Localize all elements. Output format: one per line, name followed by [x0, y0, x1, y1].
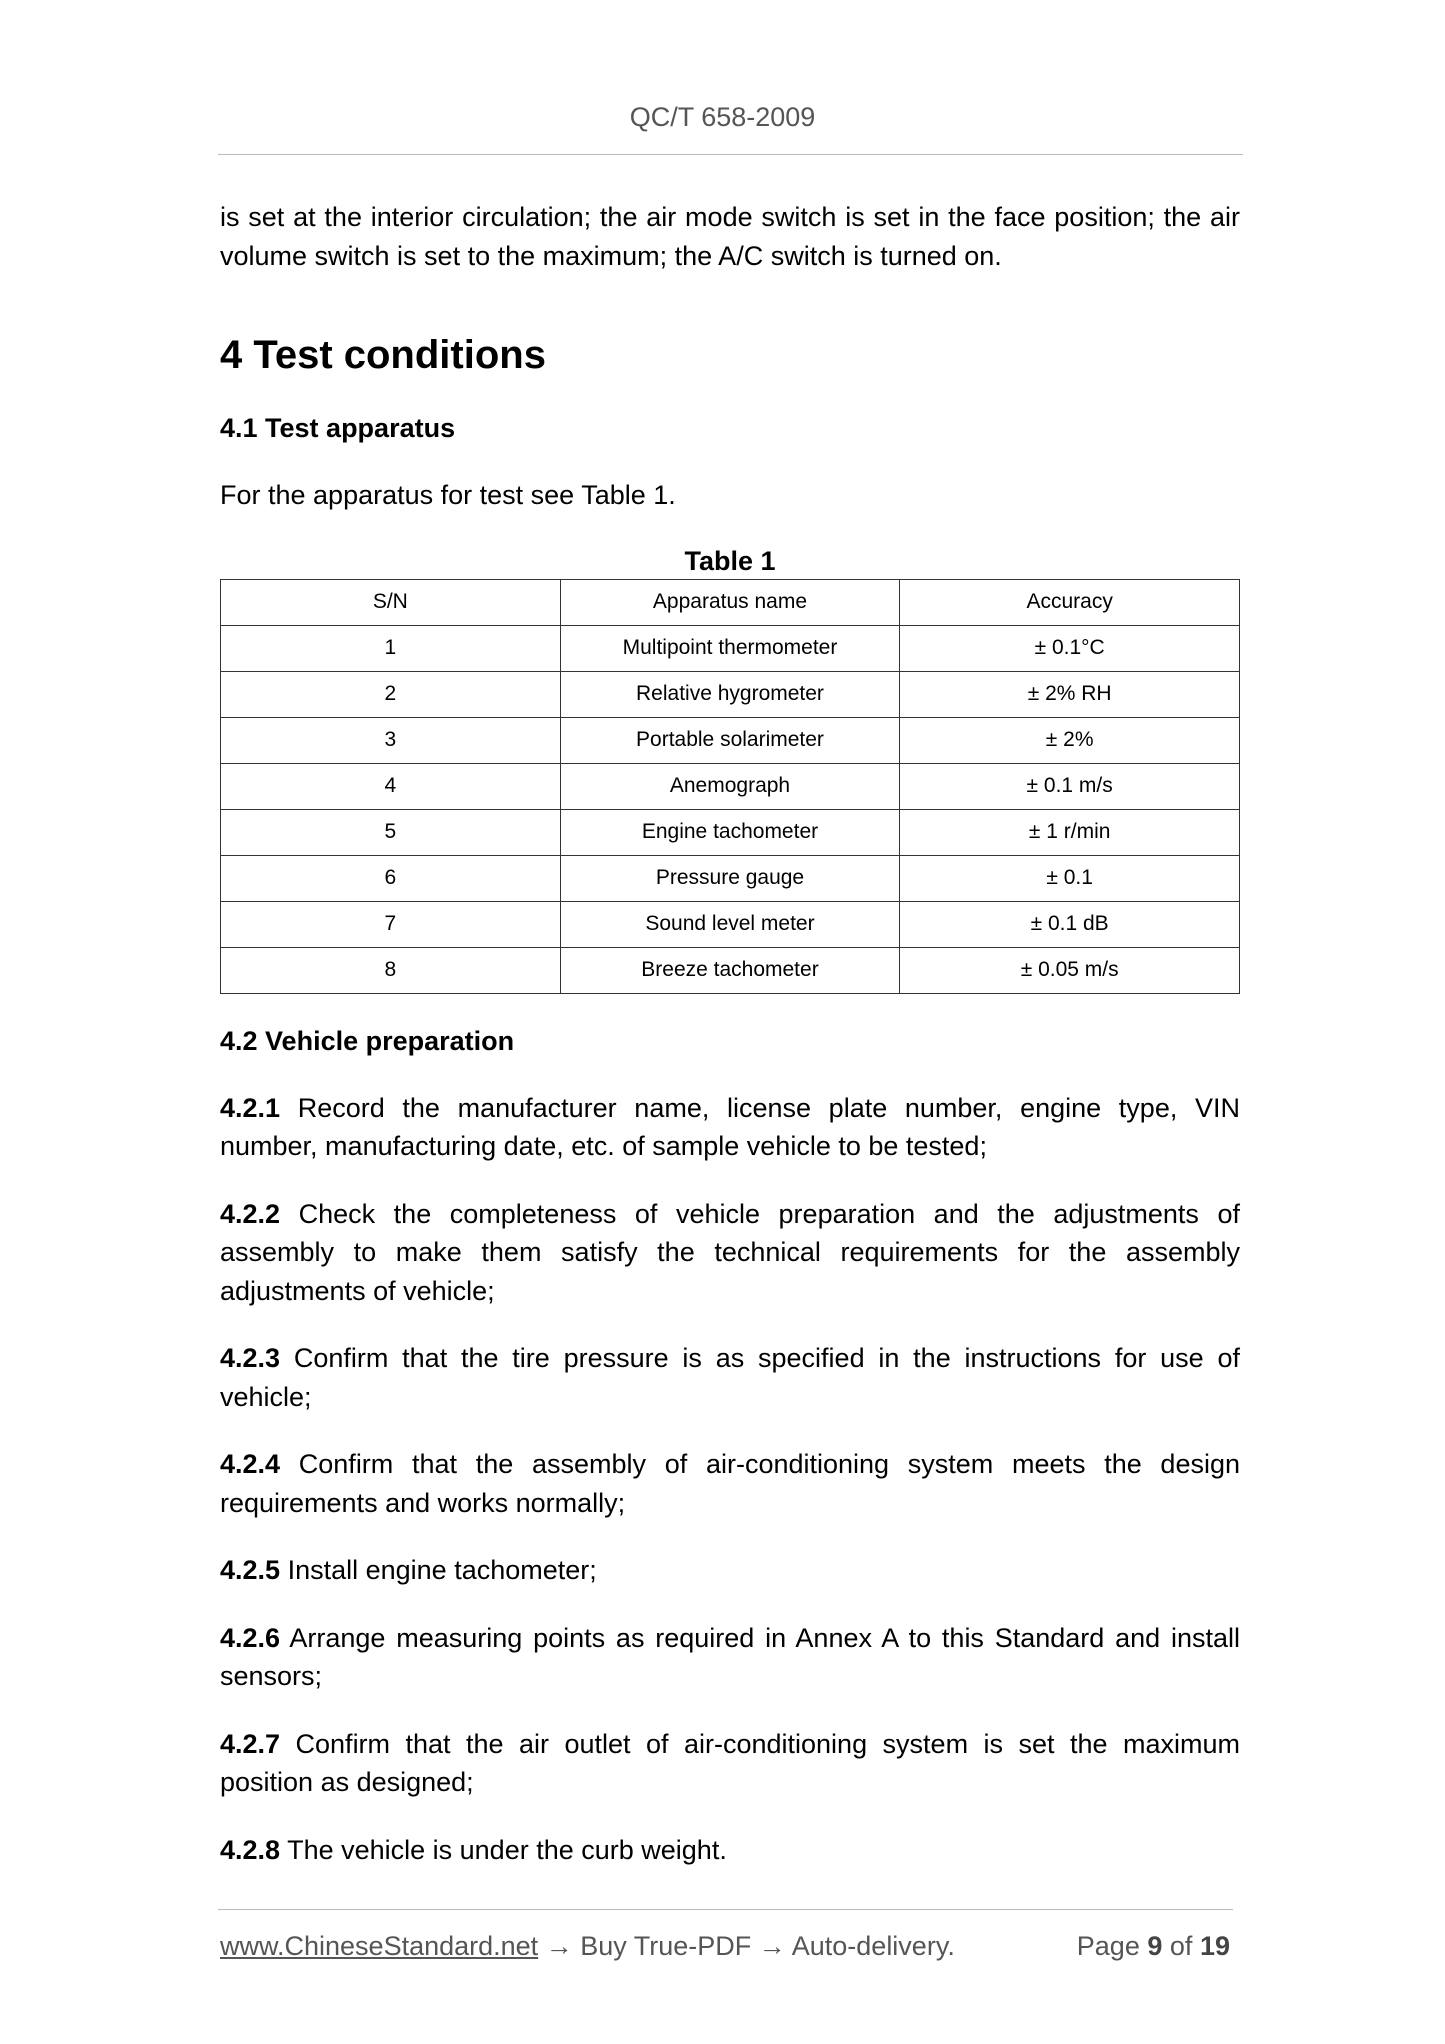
table-cell: ± 2%	[900, 717, 1240, 763]
table-row	[221, 625, 1240, 671]
table-cell: Breeze tachometer	[560, 947, 900, 993]
page-total: 19	[1199, 1931, 1230, 1961]
table-header-cell: Accuracy	[900, 579, 1240, 625]
clause-number: 4.2.4	[220, 1449, 281, 1479]
table-row	[221, 763, 1240, 809]
clause-4-2-8	[220, 1831, 1240, 1870]
intro-paragraph: is set at the interior circulation; the air mode switch is set in the face position; the air volume switch is set to the maximum; the A/C switch is turned on.	[220, 202, 1240, 271]
clause-4-2-5	[220, 1551, 1240, 1590]
footer-rule	[218, 1909, 1233, 1910]
clause-number: 4.2.6	[220, 1622, 281, 1653]
clause-4-2-2	[220, 1195, 1240, 1311]
table-cell: 5	[221, 809, 561, 855]
page-footer	[220, 1931, 1230, 1962]
table-row	[221, 947, 1240, 993]
clause-number: 4.2.8	[220, 1834, 281, 1865]
table-cell: Multipoint thermometer	[560, 625, 900, 671]
table-cell: 6	[221, 855, 561, 901]
page-indicator	[1077, 1931, 1230, 1962]
table-caption: Table 1	[684, 545, 776, 576]
table-cell: 4	[221, 763, 561, 809]
section-4-2-heading: 4.2 Vehicle preparation	[220, 1025, 515, 1056]
page-number: 9	[1147, 1931, 1163, 1961]
clause-4-2-3	[220, 1339, 1240, 1416]
table-row	[221, 809, 1240, 855]
section-4-1-text: For the apparatus for test see Table 1.	[220, 480, 676, 510]
table-cell: ± 0.1	[900, 855, 1240, 901]
clause-number: 4.2.5	[220, 1555, 281, 1585]
table-cell: 3	[221, 717, 561, 763]
table-cell: ± 0.05 m/s	[900, 947, 1240, 993]
website-link[interactable]: www.ChineseStandard.net	[220, 1931, 539, 1961]
page-of-label: of	[1169, 1931, 1193, 1961]
table-cell: 7	[221, 901, 561, 947]
section-4-heading: 4 Test conditions	[220, 333, 546, 377]
table-cell: Pressure gauge	[560, 855, 900, 901]
table-cell: Relative hygrometer	[560, 671, 900, 717]
table-header-cell: S/N	[221, 579, 561, 625]
clause-number: 4.2.3	[220, 1343, 281, 1373]
section-4-1-heading: 4.1 Test apparatus	[220, 413, 456, 443]
clause-text: Check the completeness of vehicle preparation and the adjustments of assembly to make them satisfy the technical requirements for the assembly adjustments of vehicle;	[220, 1198, 1240, 1306]
table-cell: 8	[221, 947, 561, 993]
footer-tagline: → Buy True-PDF → Auto-delivery.	[538, 1931, 955, 1961]
clause-text: The vehicle is under the curb weight.	[287, 1834, 727, 1865]
table-cell: ± 0.1 m/s	[900, 763, 1240, 809]
page-header: QC/T 658-2009	[629, 102, 816, 132]
table-cell: Portable solarimeter	[560, 717, 900, 763]
table-cell: 2	[221, 671, 561, 717]
table-cell: Sound level meter	[560, 901, 900, 947]
clause-text: Arrange measuring points as required in Annex A to this Standard and install sensors;	[220, 1622, 1240, 1691]
apparatus-table	[220, 579, 1240, 994]
clause-4-2-1	[220, 1089, 1240, 1166]
clause-number: 4.2.2	[220, 1198, 281, 1229]
header-rule	[218, 154, 1243, 155]
table-cell: ± 0.1°C	[900, 625, 1240, 671]
table-cell: ± 2% RH	[900, 671, 1240, 717]
table-header-cell: Apparatus name	[560, 579, 900, 625]
page-label: Page	[1076, 1931, 1140, 1961]
clause-4-2-6	[220, 1619, 1240, 1696]
table-cell: ± 1 r/min	[900, 809, 1240, 855]
clause-4-2-7	[220, 1725, 1240, 1802]
clause-text: Confirm that the assembly of air-conditioning system meets the design requirements and works normally;	[220, 1449, 1240, 1518]
clause-number: 4.2.7	[220, 1728, 281, 1759]
clause-text: Confirm that the air outlet of air-conditioning system is set the maximum position as designed;	[220, 1728, 1240, 1797]
table-cell: Engine tachometer	[560, 809, 900, 855]
page-content	[220, 198, 1240, 1869]
clause-text: Record the manufacturer name, license plate number, engine type, VIN number, manufacturing date, etc. of sample vehicle to be tested;	[220, 1092, 1240, 1161]
table-row	[221, 855, 1240, 901]
table-row	[221, 901, 1240, 947]
table-cell: ± 0.1 dB	[900, 901, 1240, 947]
clause-text: Confirm that the tire pressure is as specified in the instructions for use of vehicle;	[220, 1343, 1240, 1412]
clause-4-2-4	[220, 1445, 1240, 1522]
table-cell: 1	[221, 625, 561, 671]
table-header-row	[221, 579, 1240, 625]
table-row	[221, 717, 1240, 763]
table-row	[221, 671, 1240, 717]
clause-number: 4.2.1	[220, 1092, 281, 1123]
table-cell: Anemograph	[560, 763, 900, 809]
clause-text: Install engine tachometer;	[287, 1555, 597, 1585]
